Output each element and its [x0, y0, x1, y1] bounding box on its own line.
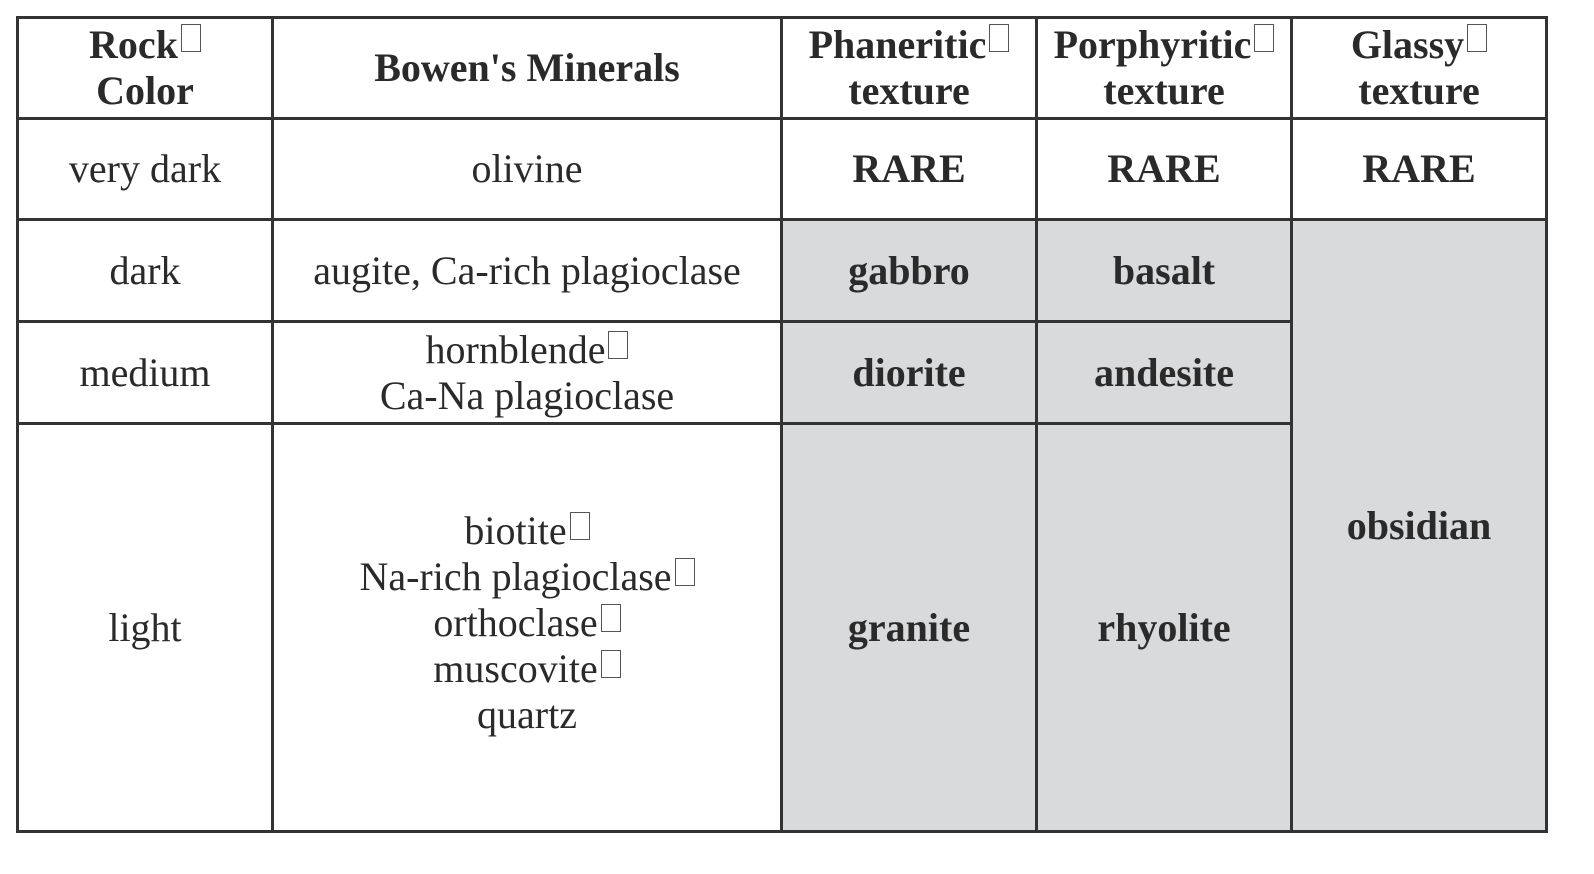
- glassy-span-cell: obsidian: [1292, 220, 1547, 832]
- missing-glyph-box-icon: [675, 558, 695, 586]
- phaneritic-cell: gabbro: [782, 220, 1037, 322]
- missing-glyph-box-icon: [181, 24, 201, 52]
- missing-glyph-box-icon: [1467, 24, 1487, 52]
- porphyritic-cell: rhyolite: [1037, 424, 1292, 832]
- header-phaneritic: Phaneritic texture: [782, 18, 1037, 119]
- rock-color-cell: dark: [18, 220, 273, 322]
- header-bowens-minerals: Bowen's Minerals: [273, 18, 782, 119]
- missing-glyph-box-icon: [601, 650, 621, 678]
- porphyritic-cell: basalt: [1037, 220, 1292, 322]
- porphyritic-cell: RARE: [1037, 119, 1292, 220]
- minerals-cell: olivine: [273, 119, 782, 220]
- header-row: [18, 18, 1547, 119]
- header-rock-color: Rock Color: [18, 18, 273, 119]
- rock-color-cell: very dark: [18, 119, 273, 220]
- minerals-list: biotite Na-rich plagioclase orthoclase muscovite quartz: [274, 508, 780, 738]
- missing-glyph-box-icon: [1254, 24, 1274, 52]
- missing-glyph-box-icon: [989, 24, 1009, 52]
- porphyritic-cell: andesite: [1037, 322, 1292, 424]
- missing-glyph-box-icon: [608, 331, 628, 359]
- rock-color-cell: medium: [18, 322, 273, 424]
- glassy-cell: RARE: [1292, 119, 1547, 220]
- minerals-cell: [273, 424, 782, 832]
- missing-glyph-box-icon: [601, 604, 621, 632]
- header-glassy: Glassy texture: [1292, 18, 1547, 119]
- row-very-dark: [18, 119, 1547, 220]
- phaneritic-cell: granite: [782, 424, 1037, 832]
- missing-glyph-box-icon: [570, 512, 590, 540]
- rock-color-cell: light: [18, 424, 273, 832]
- phaneritic-cell: diorite: [782, 322, 1037, 424]
- row-dark: [18, 220, 1547, 322]
- minerals-cell: hornblende Ca-Na plagioclase: [273, 322, 782, 424]
- phaneritic-cell: RARE: [782, 119, 1037, 220]
- header-porphyritic: Porphyritic texture: [1037, 18, 1292, 119]
- igneous-rock-table: [16, 16, 1548, 833]
- minerals-cell: augite, Ca-rich plagioclase: [273, 220, 782, 322]
